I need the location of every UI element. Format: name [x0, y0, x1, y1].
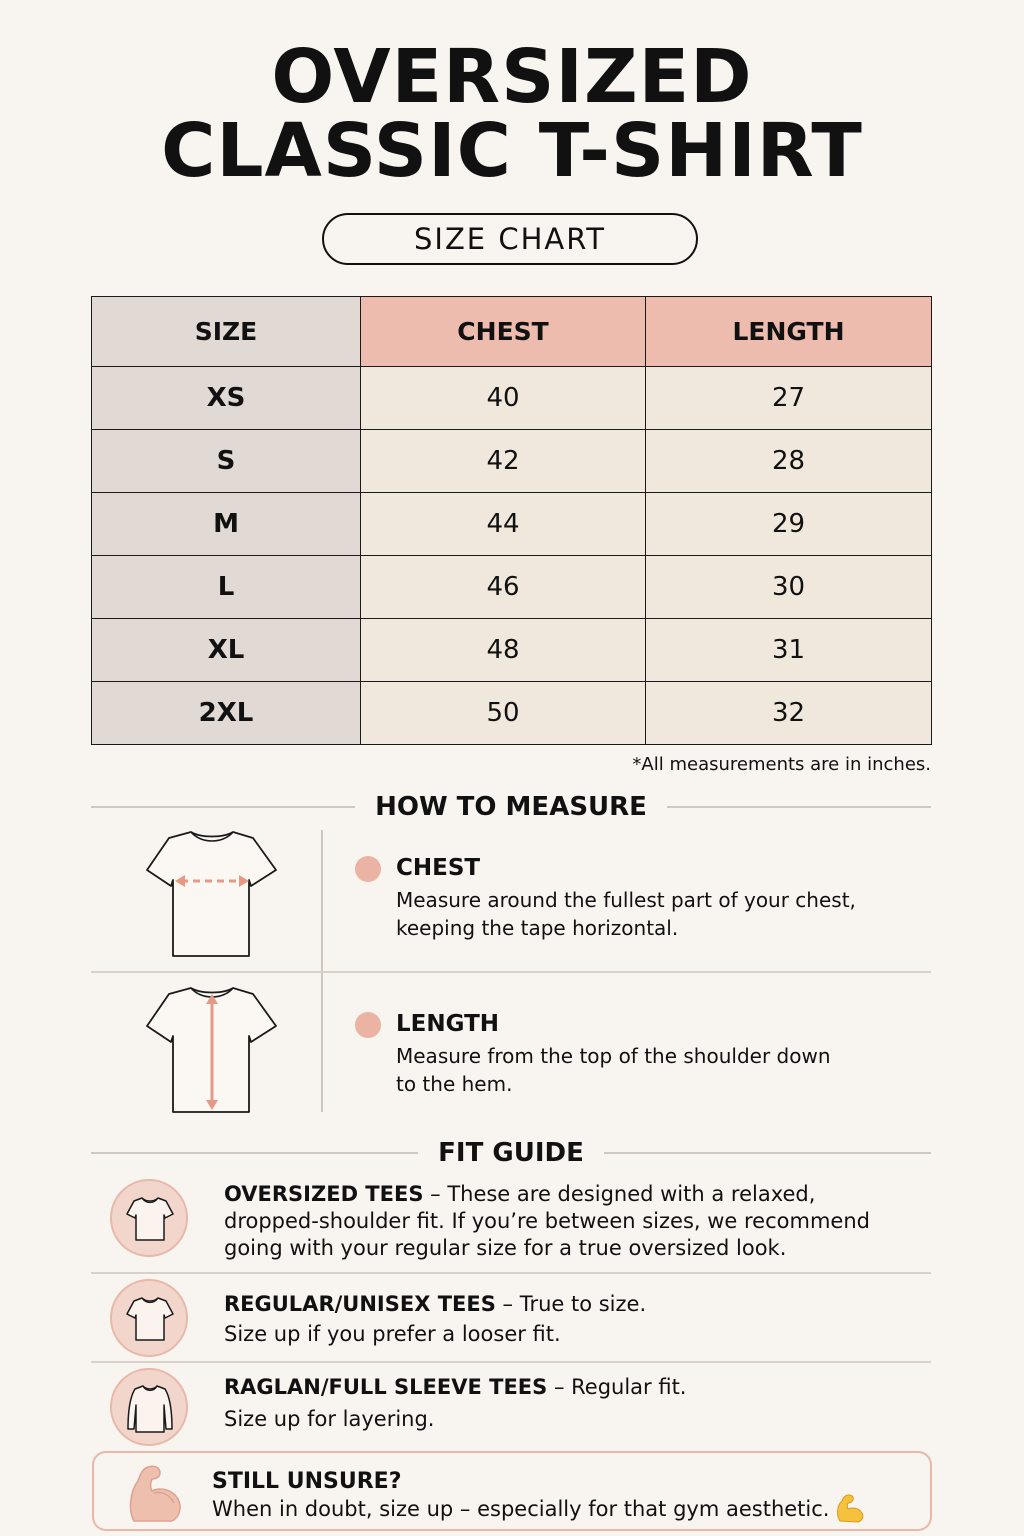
size-cell: XS: [92, 367, 361, 430]
raglan-tees-title: RAGLAN/FULL SLEEVE TEES: [224, 1375, 548, 1399]
length-cell: 27: [646, 367, 932, 430]
fit-divider-1: [91, 1272, 931, 1274]
chest-cell: 46: [361, 556, 646, 619]
fit-guide-heading: [91, 1138, 931, 1168]
chest-description: [396, 886, 916, 942]
size-cell: S: [92, 430, 361, 493]
fit-divider-2: [91, 1361, 931, 1363]
table-row: [92, 682, 932, 745]
regular-tee-icon: [126, 1294, 174, 1342]
long-sleeve-tee-icon: [126, 1383, 174, 1435]
regular-tee-icon-badge: [110, 1279, 188, 1357]
size-cell: L: [92, 556, 361, 619]
length-description: [396, 1042, 916, 1098]
size-table: [91, 296, 932, 745]
tshirt-chest-arrow-icon: [145, 828, 279, 960]
raglan-tees-line-2: Size up for layering.: [224, 1407, 435, 1431]
title-line-1: OVERSIZED: [271, 34, 753, 120]
oversized-tees-line-2: dropped-shoulder fit. If you’re between sizes, we recommend: [224, 1209, 870, 1233]
measure-divider-horizontal: [91, 971, 931, 973]
length-cell: 28: [646, 430, 932, 493]
header-length: LENGTH: [646, 297, 932, 367]
size-cell: XL: [92, 619, 361, 682]
length-title: LENGTH: [396, 1011, 500, 1037]
length-description-line-2: to the hem.: [396, 1072, 513, 1096]
regular-tees-desc: True to size.: [519, 1292, 647, 1316]
flexed-arm-icon: [124, 1461, 184, 1525]
still-unsure-box: [92, 1451, 932, 1531]
size-chart-badge: SIZE CHART: [322, 213, 698, 265]
length-description-line-1: Measure from the top of the shoulder down: [396, 1044, 831, 1068]
chest-cell: 50: [361, 682, 646, 745]
long-sleeve-tee-icon-badge: [110, 1368, 188, 1446]
raglan-tees-text: RAGLAN/FULL SLEEVE TEES – Regular fit. Size up for layering.: [224, 1374, 904, 1433]
chest-cell: 44: [361, 493, 646, 556]
oversized-tee-icon: [126, 1194, 174, 1242]
chest-bullet-dot: [355, 856, 381, 882]
length-cell: 30: [646, 556, 932, 619]
still-unsure-text: When in doubt, size up – especially for that gym aesthetic.: [212, 1497, 830, 1521]
table-row: [92, 556, 932, 619]
table-row: [92, 367, 932, 430]
length-cell: 32: [646, 682, 932, 745]
measurement-note: *All measurements are in inches.: [632, 754, 931, 775]
size-cell: M: [92, 493, 361, 556]
fit-guide-label: FIT GUIDE: [438, 1138, 584, 1168]
tshirt-length-arrow-icon: [145, 984, 279, 1116]
table-row: [92, 493, 932, 556]
oversized-tees-desc: These are designed with a relaxed,: [447, 1182, 816, 1206]
chest-cell: 40: [361, 367, 646, 430]
how-to-measure-label: HOW TO MEASURE: [375, 792, 647, 822]
regular-tees-title: REGULAR/UNISEX TEES: [224, 1292, 496, 1316]
header-size: SIZE: [92, 297, 361, 367]
chest-cell: 42: [361, 430, 646, 493]
title-line-2: CLASSIC T-SHIRT: [161, 108, 863, 194]
chest-description-line-2: keeping the tape horizontal.: [396, 916, 679, 940]
size-cell: 2XL: [92, 682, 361, 745]
table-row: [92, 619, 932, 682]
flexed-biceps-emoji-icon: [834, 1493, 864, 1523]
oversized-tee-icon-badge: [110, 1179, 188, 1257]
length-cell: 29: [646, 493, 932, 556]
oversized-tees-text: OVERSIZED TEES – These are designed with a relaxed, dropped-shoulder fit. If you’re between sizes, we recommend going with your regular size for a true oversized look.: [224, 1181, 904, 1262]
oversized-tees-line-3: going with your regular size for a true oversized look.: [224, 1236, 787, 1260]
length-cell: 31: [646, 619, 932, 682]
length-bullet-dot: [355, 1012, 381, 1038]
chest-description-line-1: Measure around the fullest part of your chest,: [396, 888, 856, 912]
page-title: [0, 34, 1024, 194]
still-unsure-title: STILL UNSURE?: [212, 1469, 402, 1494]
regular-tees-line-2: Size up if you prefer a looser fit.: [224, 1322, 561, 1346]
header-chest: CHEST: [361, 297, 646, 367]
chest-title: CHEST: [396, 855, 481, 881]
table-row: [92, 430, 932, 493]
chest-cell: 48: [361, 619, 646, 682]
regular-tees-text: REGULAR/UNISEX TEES – True to size. Size up if you prefer a looser fit.: [224, 1291, 904, 1348]
table-header-row: [92, 297, 932, 367]
oversized-tees-title: OVERSIZED TEES: [224, 1182, 424, 1206]
how-to-measure-heading: [91, 792, 931, 822]
raglan-tees-desc: Regular fit.: [571, 1375, 687, 1399]
